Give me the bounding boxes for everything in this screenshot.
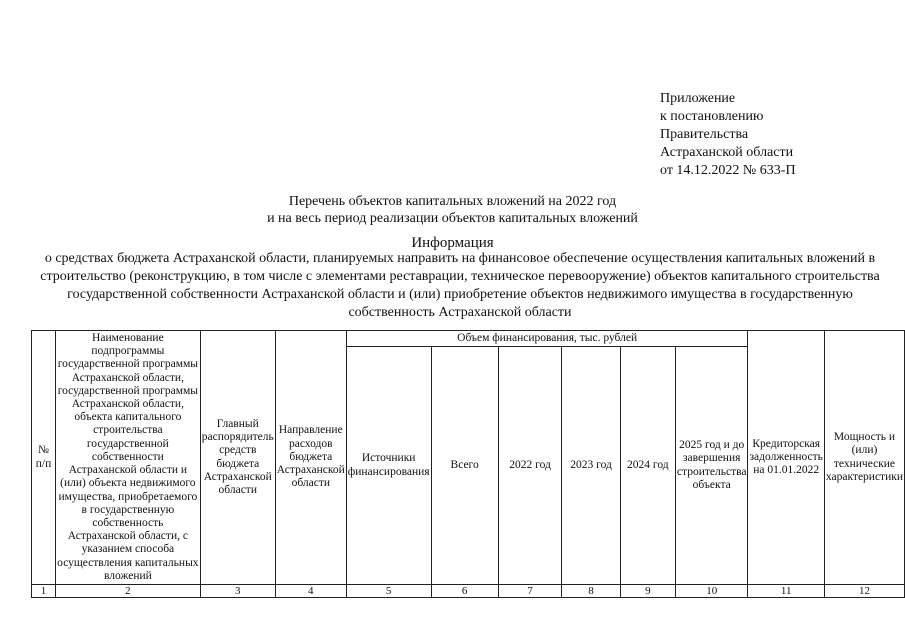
- header-num: № п/п: [32, 331, 56, 585]
- appendix-line: от 14.12.2022 № 633-П: [660, 163, 796, 178]
- header-financing-group: Объем финансирования, тыс. рублей: [346, 331, 748, 347]
- column-number: 9: [620, 585, 675, 598]
- appendix-block: [660, 90, 796, 180]
- header-name: Наименование подпрограммы государственной программы Астраханской области, государственной программы Астраханской области, объекта капитального строительства государственной собственности Астраханской области и (или) объекта недвижимого имущества, приобретаемого в государственную собственность Астраханской области, с указанием способа осуществления капитальных вложений: [55, 331, 200, 585]
- header-2024: 2024 год: [620, 347, 675, 585]
- header-direction: Направление расходов бюджета Астраханской области: [275, 331, 346, 585]
- column-number: 3: [200, 585, 275, 598]
- column-number: 5: [346, 585, 431, 598]
- header-debt: Кредиторская задолженность на 01.01.2022: [748, 331, 824, 585]
- appendix-line: Правительства: [660, 127, 749, 142]
- title-line-1: Перечень объектов капитальных вложений на 2022 год: [288, 194, 617, 209]
- column-number: 2: [55, 585, 200, 598]
- column-number: 4: [275, 585, 346, 598]
- header-2023: 2023 год: [562, 347, 620, 585]
- header-source: Источники финансирования: [346, 347, 431, 585]
- column-number: 12: [824, 585, 904, 598]
- column-number: 6: [431, 585, 498, 598]
- appendix-line: Приложение: [660, 91, 736, 106]
- financing-table: [31, 330, 905, 598]
- column-number-row: [32, 585, 905, 598]
- column-number: 11: [748, 585, 824, 598]
- info-heading: Информация: [411, 235, 494, 251]
- column-number: 1: [32, 585, 56, 598]
- header-capacity: Мощность и (или) технические характеристики: [824, 331, 904, 585]
- header-total: Всего: [431, 347, 498, 585]
- header-2025: 2025 год и до завершения строительства объекта: [675, 347, 748, 585]
- appendix-line: Астраханской области: [660, 145, 794, 160]
- column-number: 8: [562, 585, 620, 598]
- header-manager: Главный распорядитель средств бюджета Астраханской области: [200, 331, 275, 585]
- appendix-line: к постановлению: [660, 109, 764, 124]
- header-2022: 2022 год: [498, 347, 562, 585]
- column-number: 10: [675, 585, 748, 598]
- info-description: о средствах бюджета Астраханской области, планируемых направить на финансовое обеспечение осуществления капитальных вложений в строительство (реконструкцию, в том числе с элементами реставрации, техническое перевооружение) объектов капитального строительства государственной собственности Астраханской области и (или) приобретение объектов недвижимого имущества в государственную собственность Астраханской области: [40, 251, 880, 320]
- column-number: 7: [498, 585, 562, 598]
- title-line-2: и на весь период реализации объектов капитальных вложений: [267, 211, 638, 226]
